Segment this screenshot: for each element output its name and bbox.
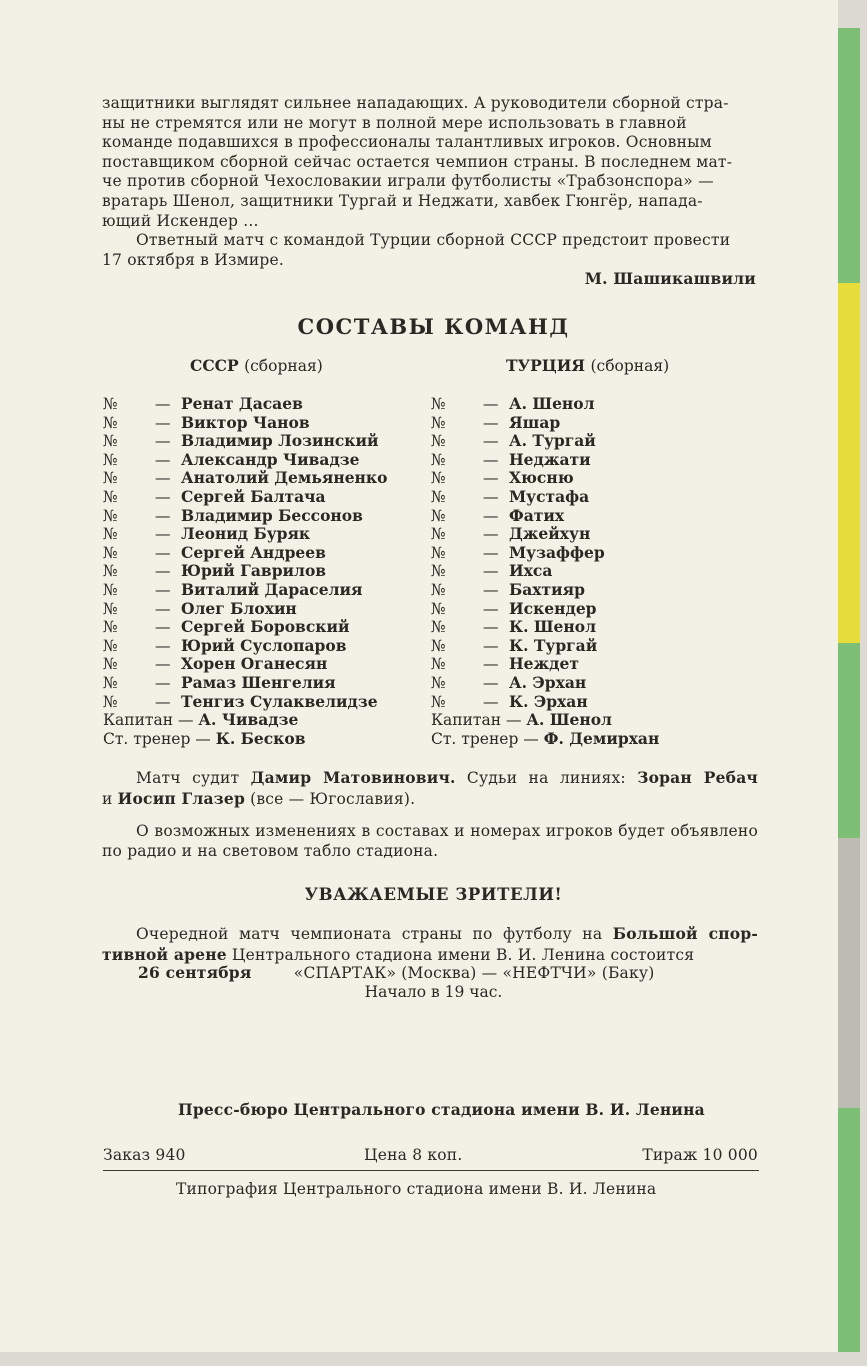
edge-stripe-green bbox=[838, 28, 860, 283]
dash: — bbox=[155, 525, 171, 544]
dash: — bbox=[483, 580, 499, 599]
dash: — bbox=[155, 580, 171, 599]
player-row bbox=[103, 618, 387, 637]
player-name: К. Шенол bbox=[509, 617, 597, 637]
player-name: Яшар bbox=[509, 412, 561, 432]
dash: — bbox=[155, 395, 171, 413]
player-row bbox=[103, 395, 387, 414]
intro-line: че против сборной Чехословакии играли футболисты «Трабзонспора» — bbox=[102, 172, 714, 191]
intro-line: команде подавшихся в профессионалы талантливых игроков. Основным bbox=[102, 133, 712, 152]
number-sign: № bbox=[103, 432, 118, 451]
ussr-header-name: СССР bbox=[190, 356, 239, 375]
line-referee-2: Иосип Глазер bbox=[117, 788, 245, 808]
intro-line: вратарь Шенол, защитники Тургай и Неджати, хавбек Гюнгёр, напада- bbox=[102, 191, 703, 210]
announcement-text: Центрального стадиона имени В. И. Ленина состоится bbox=[226, 945, 695, 964]
player-row bbox=[431, 432, 605, 451]
coach-label: Ст. тренер — bbox=[431, 730, 539, 748]
ussr-header-note: (сборная) bbox=[244, 357, 323, 375]
number-sign: № bbox=[103, 673, 118, 692]
lineups-title: СОСТАВЫ КОМАНД bbox=[297, 314, 570, 339]
dash: — bbox=[155, 655, 171, 674]
intro-line: поставщиком сборной сейчас остается чемпион страны. В последнем мат- bbox=[102, 152, 733, 171]
ussr-roster bbox=[103, 395, 387, 711]
player-row bbox=[431, 507, 605, 526]
number-sign: № bbox=[431, 432, 446, 451]
number-sign: № bbox=[103, 618, 118, 637]
player-name: Анатолий Демьяненко bbox=[181, 468, 388, 488]
player-name: Олег Блохин bbox=[181, 598, 297, 618]
turkey-captain-row bbox=[431, 711, 659, 730]
player-name: Виктор Чанов bbox=[181, 412, 310, 432]
player-name: Ихса bbox=[509, 561, 553, 581]
turkey-captain: А. Шенол bbox=[526, 710, 612, 729]
player-row bbox=[431, 618, 605, 637]
player-row bbox=[431, 525, 605, 544]
number-sign: № bbox=[103, 469, 118, 488]
player-row bbox=[103, 674, 387, 693]
referees-text: Матч судит bbox=[136, 769, 251, 787]
match-teams: «СПАРТАК» (Москва) — «НЕФТЧИ» (Баку) bbox=[293, 964, 655, 982]
player-row bbox=[103, 469, 387, 488]
ussr-staff bbox=[103, 711, 306, 749]
player-name: Бахтияр bbox=[509, 579, 585, 599]
player-name: Сергей Андреев bbox=[181, 542, 326, 562]
number-sign: № bbox=[431, 525, 446, 544]
number-sign: № bbox=[431, 413, 446, 432]
player-name: А. Эрхан bbox=[509, 672, 587, 692]
captain-label: Капитан — bbox=[103, 711, 194, 729]
number-sign: № bbox=[431, 562, 446, 581]
print-run: Тираж 10 000 bbox=[642, 1146, 758, 1164]
intro-line: защитники выглядят сильнее нападающих. А руководители сборной стра- bbox=[102, 94, 729, 112]
number-sign: № bbox=[103, 599, 118, 618]
number-sign: № bbox=[103, 543, 118, 562]
start-time: Начало в 19 час. bbox=[364, 983, 503, 1001]
number-sign: № bbox=[431, 673, 446, 692]
turkey-header bbox=[506, 356, 669, 375]
dash: — bbox=[483, 562, 499, 581]
player-name: Сергей Балтача bbox=[181, 486, 326, 506]
number-sign: № bbox=[103, 562, 118, 581]
player-name: А. Шенол bbox=[509, 394, 595, 413]
return-match-line: 17 октября в Измире. bbox=[102, 250, 285, 269]
player-name: Искендер bbox=[509, 598, 597, 618]
dash: — bbox=[155, 692, 171, 711]
dash: — bbox=[483, 618, 499, 637]
coach-label: Ст. тренер — bbox=[103, 730, 211, 748]
dash: — bbox=[483, 525, 499, 544]
dash: — bbox=[155, 673, 171, 692]
player-name: Владимир Лозинский bbox=[181, 431, 379, 451]
dash: — bbox=[483, 599, 499, 618]
player-row bbox=[103, 451, 387, 470]
price: Цена 8 коп. bbox=[364, 1146, 463, 1164]
dash: — bbox=[155, 636, 171, 655]
player-row bbox=[431, 562, 605, 581]
player-row bbox=[103, 655, 387, 674]
author-signature: М. Шашикашвили bbox=[584, 269, 756, 288]
turkey-coach: Ф. Демирхан bbox=[543, 729, 660, 748]
edge-stripe-green bbox=[838, 1108, 860, 1352]
player-row bbox=[431, 637, 605, 656]
dash: — bbox=[483, 469, 499, 488]
dash: — bbox=[155, 543, 171, 562]
player-name: Юрий Гаврилов bbox=[181, 561, 327, 581]
player-name: К. Тургай bbox=[509, 635, 598, 655]
number-sign: № bbox=[431, 487, 446, 506]
turkey-header-note: (сборная) bbox=[590, 357, 670, 375]
player-name: Рамаз Шенгелия bbox=[181, 672, 336, 692]
player-name: А. Тургай bbox=[509, 431, 596, 451]
dash: — bbox=[483, 636, 499, 655]
number-sign: № bbox=[431, 469, 446, 488]
edge-stripe-gray bbox=[838, 838, 860, 1108]
number-sign: № bbox=[431, 395, 446, 413]
player-row bbox=[103, 414, 387, 433]
player-row bbox=[431, 655, 605, 674]
ussr-coach-row bbox=[103, 730, 306, 749]
player-row bbox=[103, 581, 387, 600]
ussr-header bbox=[190, 356, 323, 375]
player-row bbox=[431, 544, 605, 563]
dash: — bbox=[155, 618, 171, 637]
number-sign: № bbox=[103, 525, 118, 544]
number-sign: № bbox=[103, 413, 118, 432]
dash: — bbox=[155, 432, 171, 451]
dash: — bbox=[155, 487, 171, 506]
player-row bbox=[431, 469, 605, 488]
dash: — bbox=[155, 599, 171, 618]
dash: — bbox=[483, 506, 499, 525]
player-row bbox=[431, 674, 605, 693]
player-row bbox=[103, 544, 387, 563]
player-name: Александр Чивадзе bbox=[181, 449, 360, 469]
player-name: Неждет bbox=[509, 654, 579, 674]
referees-text: Судьи на линиях: bbox=[455, 769, 638, 787]
match-line bbox=[138, 963, 654, 984]
intro-line: ны не стремятся или не могут в полной мере использовать в главной bbox=[102, 113, 687, 132]
dash: — bbox=[483, 450, 499, 469]
player-name: Юрий Суслопаров bbox=[181, 635, 347, 655]
announcement-line-1 bbox=[102, 924, 758, 945]
player-name: Хюсню bbox=[509, 468, 574, 488]
turkey-header-name: ТУРЦИЯ bbox=[506, 356, 586, 375]
turkey-roster bbox=[431, 395, 605, 711]
captain-label: Капитан — bbox=[431, 711, 522, 729]
player-row bbox=[431, 395, 605, 414]
number-sign: № bbox=[431, 580, 446, 599]
number-sign: № bbox=[431, 692, 446, 711]
dash: — bbox=[483, 543, 499, 562]
player-name: К. Эрхан bbox=[509, 691, 588, 711]
player-row bbox=[431, 581, 605, 600]
dash: — bbox=[483, 487, 499, 506]
press-office: Пресс-бюро Центрального стадиона имени В. И. Ленина bbox=[178, 1100, 705, 1119]
referees-line-1 bbox=[102, 768, 758, 789]
player-name: Ренат Дасаев bbox=[181, 394, 303, 413]
number-sign: № bbox=[103, 580, 118, 599]
player-name: Хорен Оганесян bbox=[181, 654, 328, 674]
number-sign: № bbox=[103, 487, 118, 506]
printer: Типография Центрального стадиона имени В. И. Ленина bbox=[176, 1180, 657, 1198]
referees-paragraph bbox=[102, 768, 758, 809]
number-sign: № bbox=[103, 636, 118, 655]
player-row bbox=[431, 693, 605, 712]
player-name: Тенгиз Сулаквелидзе bbox=[181, 691, 378, 711]
turkey-coach-row bbox=[431, 730, 659, 749]
player-row bbox=[103, 488, 387, 507]
changes-notice: О возможных изменениях в составах и номерах игроков будет объявлено по радио и на световом табло стадиона. bbox=[102, 822, 758, 860]
arena-name: Большой спор- bbox=[612, 924, 758, 943]
number-sign: № bbox=[103, 395, 118, 413]
player-name: Джейхун bbox=[509, 524, 591, 544]
footer-rule bbox=[103, 1170, 759, 1171]
player-name: Виталий Дараселия bbox=[181, 579, 363, 599]
dash: — bbox=[155, 469, 171, 488]
dash: — bbox=[483, 655, 499, 674]
order-number: Заказ 940 bbox=[103, 1146, 186, 1164]
number-sign: № bbox=[431, 636, 446, 655]
intro-line: ющий Искендер ... bbox=[102, 211, 259, 230]
referees-line-2 bbox=[102, 789, 758, 810]
dash: — bbox=[483, 413, 499, 432]
dash: — bbox=[483, 692, 499, 711]
player-row bbox=[103, 507, 387, 526]
number-sign: № bbox=[103, 692, 118, 711]
player-row bbox=[431, 488, 605, 507]
player-row bbox=[103, 637, 387, 656]
spectators-title: УВАЖАЕМЫЕ ЗРИТЕЛИ! bbox=[304, 885, 563, 904]
player-row bbox=[431, 451, 605, 470]
main-referee: Дамир Матовинович. bbox=[250, 768, 456, 787]
player-row bbox=[103, 693, 387, 712]
player-name: Владимир Бессонов bbox=[181, 505, 363, 525]
referees-text: и bbox=[102, 789, 118, 808]
dash: — bbox=[483, 432, 499, 451]
player-name: Фатих bbox=[509, 505, 565, 525]
number-sign: № bbox=[103, 450, 118, 469]
number-sign: № bbox=[431, 655, 446, 674]
player-row bbox=[103, 600, 387, 619]
dash: — bbox=[155, 506, 171, 525]
referees-text: (все — Югославия). bbox=[245, 789, 416, 808]
player-row bbox=[103, 432, 387, 451]
player-name: Леонид Буряк bbox=[181, 524, 311, 544]
number-sign: № bbox=[431, 543, 446, 562]
number-sign: № bbox=[431, 618, 446, 637]
player-name: Мустафа bbox=[509, 486, 590, 506]
turkey-staff bbox=[431, 711, 659, 749]
dash: — bbox=[155, 413, 171, 432]
player-name: Сергей Боровский bbox=[181, 617, 350, 637]
announcement-text: Очередной матч чемпионата страны по футболу на bbox=[136, 925, 613, 943]
number-sign: № bbox=[103, 506, 118, 525]
dash: — bbox=[483, 395, 499, 413]
ussr-captain: А. Чивадзе bbox=[198, 710, 299, 729]
return-match-line: Ответный матч с командой Турции сборной СССР предстоит провести bbox=[136, 231, 731, 249]
edge-stripe-green bbox=[838, 643, 860, 838]
ussr-coach: К. Бесков bbox=[215, 729, 306, 748]
player-name: Музаффер bbox=[509, 542, 605, 562]
arena-name-cont: тивной арене bbox=[102, 944, 227, 964]
intro-paragraph bbox=[102, 94, 758, 231]
announcement-paragraph bbox=[102, 924, 758, 965]
player-name: Неджати bbox=[509, 449, 591, 469]
match-date: 26 сентября bbox=[138, 963, 252, 982]
player-row bbox=[431, 600, 605, 619]
number-sign: № bbox=[103, 655, 118, 674]
edge-stripe-yellow bbox=[838, 283, 860, 643]
number-sign: № bbox=[431, 506, 446, 525]
player-row bbox=[431, 414, 605, 433]
return-match-paragraph bbox=[102, 231, 758, 270]
dash: — bbox=[155, 450, 171, 469]
dash: — bbox=[155, 562, 171, 581]
player-row bbox=[103, 562, 387, 581]
player-row bbox=[103, 525, 387, 544]
dash: — bbox=[483, 673, 499, 692]
line-referee-1: Зоран Ребач bbox=[637, 768, 758, 787]
ussr-captain-row bbox=[103, 711, 306, 730]
number-sign: № bbox=[431, 450, 446, 469]
number-sign: № bbox=[431, 599, 446, 618]
